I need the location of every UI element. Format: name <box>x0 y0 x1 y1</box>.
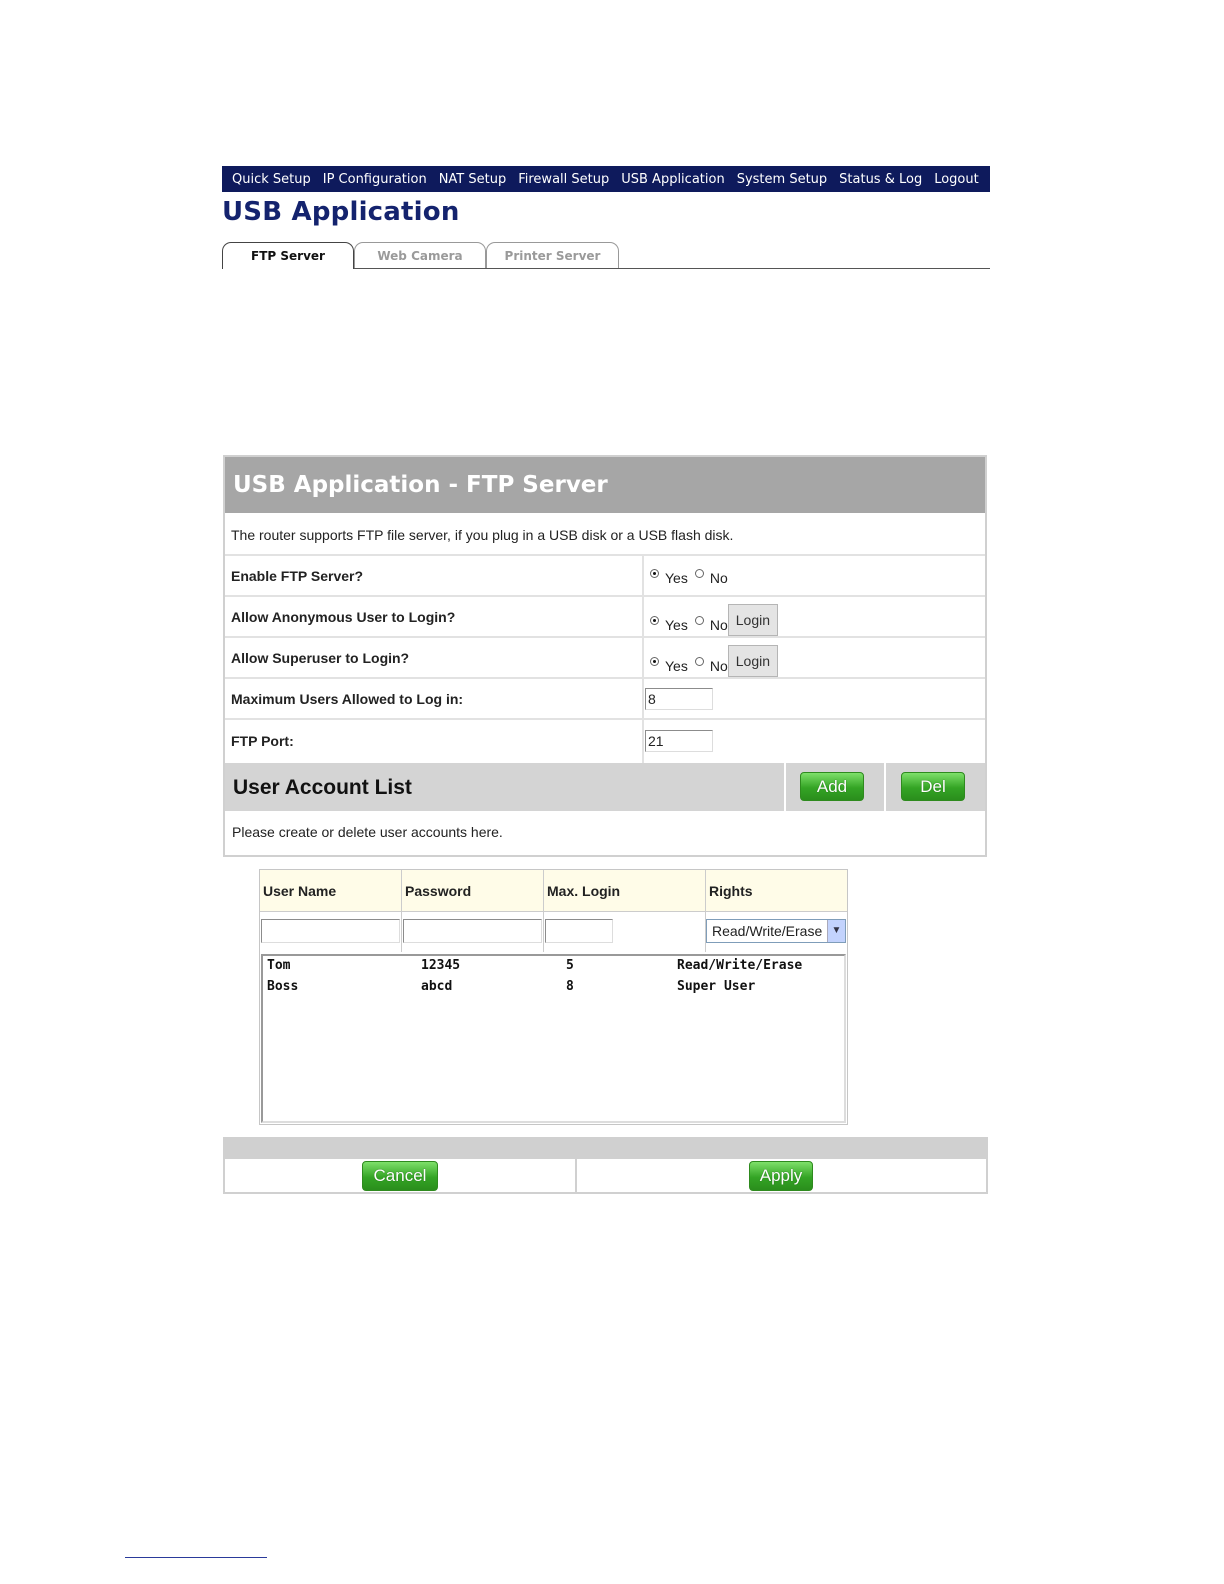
ftp-port-input[interactable] <box>645 730 713 752</box>
user-name-input[interactable] <box>261 919 400 943</box>
allow-anonymous-label: Allow Anonymous User to Login? <box>231 609 456 625</box>
enable-ftp-yes-radio[interactable] <box>650 569 659 578</box>
column-header-rights: Rights <box>706 870 847 912</box>
panel-title: USB Application - FTP Server <box>233 472 608 498</box>
bar-divider <box>884 763 886 811</box>
list-item-password: abcd <box>421 979 453 994</box>
allow-anonymous-row <box>225 597 985 638</box>
nav-logout[interactable]: Logout <box>934 171 979 187</box>
user-account-description-row <box>225 811 985 855</box>
column-divider <box>642 679 644 718</box>
nav-nat-setup[interactable]: NAT Setup <box>438 171 507 187</box>
panel-description: The router supports FTP file server, if you plug in a USB disk or a USB flash disk. <box>231 527 734 543</box>
list-item-rights: Super User <box>677 979 756 994</box>
rights-select-value: Read/Write/Erase <box>712 923 823 939</box>
ftp-port-label: FTP Port: <box>231 733 294 749</box>
enable-ftp-yes-label: Yes <box>665 570 688 586</box>
enable-ftp-no-label: No <box>709 570 728 586</box>
allow-anonymous-yes-radio[interactable] <box>650 616 659 625</box>
allow-anonymous-no-radio[interactable] <box>695 616 704 625</box>
tab-ftp-server[interactable]: FTP Server <box>222 242 354 269</box>
list-item[interactable] <box>263 958 844 978</box>
max-login-input[interactable] <box>545 919 613 943</box>
list-item-max-login: 8 <box>566 979 574 994</box>
list-item-rights: Read/Write/Erase <box>677 958 803 973</box>
column-divider <box>642 597 644 636</box>
nav-status-log[interactable]: Status & Log <box>839 171 923 187</box>
tab-bar <box>222 242 990 269</box>
user-account-list-bar <box>225 763 985 811</box>
description-row <box>225 513 985 556</box>
user-name-cell <box>260 912 402 952</box>
allow-superuser-yes-label: Yes <box>665 658 688 674</box>
enable-ftp-radio-group <box>650 570 735 586</box>
list-item[interactable] <box>263 979 844 999</box>
list-item-name: Boss <box>267 979 299 994</box>
ftp-port-row <box>225 720 985 763</box>
max-login-cell <box>544 912 706 952</box>
column-divider <box>642 720 644 763</box>
cancel-button[interactable]: Cancel <box>362 1161 438 1191</box>
user-account-description: Please create or delete user accounts here. <box>232 824 503 840</box>
enable-ftp-row <box>225 556 985 597</box>
allow-superuser-yes-radio[interactable] <box>650 657 659 666</box>
max-users-row <box>225 679 985 720</box>
enable-ftp-label: Enable FTP Server? <box>231 568 364 584</box>
nav-ip-configuration[interactable]: IP Configuration <box>322 171 427 187</box>
list-item-password: 12345 <box>421 958 461 973</box>
tab-printer-server[interactable]: Printer Server <box>486 242 619 268</box>
tab-web-camera[interactable]: Web Camera <box>354 242 486 268</box>
allow-superuser-no-radio[interactable] <box>695 657 704 666</box>
column-header-password: Password <box>402 870 544 912</box>
max-users-input[interactable] <box>645 688 713 710</box>
ftp-server-panel <box>223 455 987 857</box>
anonymous-login-button[interactable]: Login <box>728 604 778 636</box>
page-title: USB Application <box>222 197 460 227</box>
column-header-user-name: User Name <box>260 870 402 912</box>
allow-superuser-radio-group <box>650 642 778 674</box>
bar-divider <box>784 763 786 811</box>
apply-button[interactable]: Apply <box>749 1161 813 1191</box>
list-item-name: Tom <box>267 958 291 973</box>
panel-header <box>225 457 985 513</box>
add-user-button[interactable]: Add <box>800 772 864 801</box>
user-account-table <box>259 869 848 1125</box>
action-panel-header <box>225 1139 986 1159</box>
allow-anonymous-radio-group <box>650 601 778 633</box>
footnote-divider <box>125 1557 267 1558</box>
nav-quick-setup[interactable]: Quick Setup <box>232 171 311 187</box>
nav-usb-application[interactable]: USB Application <box>621 171 725 187</box>
allow-anonymous-yes-label: Yes <box>665 617 688 633</box>
max-users-label: Maximum Users Allowed to Log in: <box>231 691 464 707</box>
nav-system-setup[interactable]: System Setup <box>736 171 828 187</box>
rights-select[interactable] <box>706 919 846 943</box>
action-divider <box>575 1159 577 1192</box>
column-divider <box>642 638 644 677</box>
action-panel <box>223 1137 988 1194</box>
allow-superuser-row <box>225 638 985 679</box>
user-account-list-title: User Account List <box>233 776 412 799</box>
allow-superuser-label: Allow Superuser to Login? <box>231 650 410 666</box>
password-input[interactable] <box>403 919 542 943</box>
list-item-max-login: 5 <box>566 958 574 973</box>
column-divider <box>642 556 644 595</box>
chevron-down-icon[interactable]: ▼ <box>827 920 845 942</box>
top-nav-bar <box>222 166 990 192</box>
superuser-login-button[interactable]: Login <box>728 645 778 677</box>
allow-anonymous-no-label: No <box>709 617 728 633</box>
nav-firewall-setup[interactable]: Firewall Setup <box>518 171 610 187</box>
user-account-listbox[interactable] <box>261 954 846 1123</box>
password-cell <box>402 912 544 952</box>
delete-user-button[interactable]: Del <box>901 772 965 801</box>
column-header-max-login: Max. Login <box>544 870 706 912</box>
enable-ftp-no-radio[interactable] <box>695 569 704 578</box>
allow-superuser-no-label: No <box>709 658 728 674</box>
